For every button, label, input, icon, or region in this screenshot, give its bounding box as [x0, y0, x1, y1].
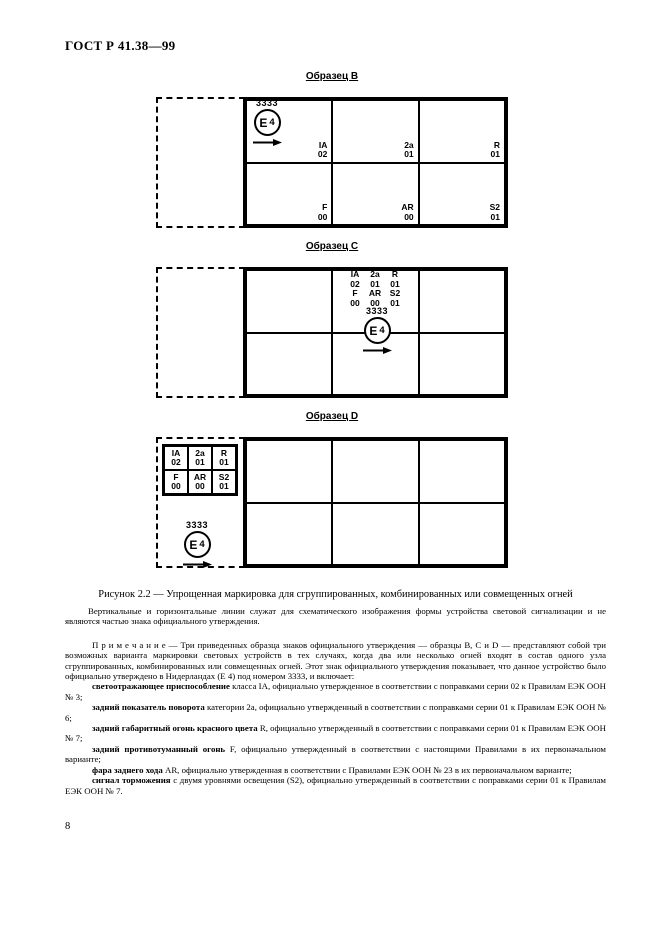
lamp-code-matrix — [332, 270, 418, 308]
lamp-code-letter: R — [493, 139, 500, 150]
sample-b-label: Образец B — [305, 71, 359, 82]
approval-number: 3333 — [185, 520, 209, 530]
e-mark-country-code: 4 — [269, 116, 275, 128]
lamp-code-series: 01 — [219, 481, 229, 491]
direction-arrow-icon — [252, 138, 282, 147]
lamp-code-series: 02 — [350, 278, 360, 289]
lamp-code-letter: IA — [171, 448, 181, 458]
remark-paragraph — [65, 640, 606, 682]
e-mark-letter: E — [189, 537, 198, 552]
item-term: задний показатель поворота — [92, 702, 205, 713]
lamp-code — [212, 446, 236, 470]
grid-cell — [246, 503, 332, 566]
direction-arrow-icon — [182, 560, 212, 569]
item-text: F, официально утвержденный в соответствии с настоящими Правилами в их первоначальном варианте; — [65, 743, 606, 765]
lamp-code-letter: S2 — [218, 472, 230, 482]
figure-notes — [65, 588, 606, 796]
lamp-code-series: 01 — [370, 278, 380, 289]
lamp-code-series: 02 — [171, 457, 181, 467]
lamp-code — [188, 470, 212, 494]
lamp-code-series: 00 — [404, 211, 414, 222]
lamp-code-letter: IA — [350, 269, 360, 279]
lamp-code-series: 02 — [317, 149, 328, 159]
lamp-code-series: 00 — [370, 297, 380, 308]
lamp-code-letter: 2a — [195, 448, 205, 458]
lamp-code-series: 01 — [404, 149, 414, 159]
grid-cell — [419, 503, 505, 566]
lamp-code-series: 00 — [350, 297, 360, 308]
lamp-code-series: 00 — [195, 481, 205, 491]
approval-number: 3333 — [365, 306, 389, 316]
lamp-code — [491, 141, 500, 160]
grid-cell — [246, 333, 332, 396]
lamp-code-letter: S2 — [489, 202, 500, 212]
grid-cell — [246, 440, 332, 503]
e-mark-letter: E — [259, 115, 268, 130]
note-paragraph: Вертикальные и горизонтальные линии служат для схематического изображения формы устройства световой сигнализации и не являются частью знака официального утверждения. — [65, 606, 606, 627]
page-number: 8 — [65, 821, 71, 832]
sample-d — [156, 410, 508, 568]
lamp-code-series: 01 — [390, 297, 400, 308]
sample-c — [156, 240, 508, 398]
item-text: AR, официально утвержденная в соответствии с Правилами ЕЭК ООН № 23 в их первоначальном варианте; — [162, 764, 572, 775]
list-item — [65, 702, 606, 723]
lamp-code-letter: R — [391, 269, 399, 279]
list-item — [65, 765, 606, 775]
lamp-code-letter: F — [352, 288, 358, 299]
e-mark-circle — [364, 317, 391, 344]
e-mark-letter: E — [369, 323, 378, 338]
grid-cell — [332, 440, 418, 503]
lamp-code-letter: 2a — [370, 269, 380, 279]
approval-mark — [249, 99, 285, 147]
lamp-code-series: 01 — [490, 149, 500, 159]
lamp-code-letter: R — [220, 448, 228, 458]
lamp-code-series: 00 — [171, 481, 181, 491]
approval-number: 3333 — [255, 98, 279, 108]
sample-c-label: Образец C — [305, 241, 359, 252]
lamp-code-series: 01 — [490, 211, 500, 222]
lamp-code-series: 01 — [219, 457, 229, 467]
lamp-code-series: 00 — [317, 211, 328, 222]
sample-c-diagram — [156, 267, 508, 398]
item-text: R, официально утвержденный в соответствии с поправками серии 01 к Правилам ЕЭК ООН № 7; — [65, 723, 606, 744]
lamp-code-letter: F — [173, 472, 179, 482]
list-item — [65, 744, 606, 765]
remark-label: П р и м е ч а н и е — [92, 639, 166, 650]
item-term: задний противотуманный огонь — [92, 743, 226, 754]
e-mark-country-code: 4 — [199, 538, 205, 550]
sample-d-label: Образец D — [305, 411, 359, 422]
grid-cell — [419, 163, 505, 226]
e-mark-circle — [254, 109, 281, 136]
sample-d-diagram — [156, 437, 508, 568]
item-term: фара заднего хода — [92, 764, 163, 775]
lamp-code-letter: IA — [318, 139, 328, 150]
document-title: ГОСТ Р 41.38—99 — [65, 38, 176, 53]
sample-b-diagram — [156, 97, 508, 228]
e-mark-country-code: 4 — [379, 324, 385, 336]
lamp-code — [164, 470, 188, 494]
item-term: сигнал торможения — [92, 775, 171, 786]
approval-mark — [359, 307, 395, 355]
direction-arrow-icon — [362, 346, 392, 355]
lamp-code-letter: 2a — [404, 139, 414, 150]
grid-cell — [419, 333, 505, 396]
grid-cell — [332, 100, 418, 163]
lamp-code — [318, 141, 327, 160]
figure-caption: Рисунок 2.2 — Упрощенная маркировка для сгруппированных, комбинированных или совмещенных огней — [98, 589, 573, 600]
grid-cell — [419, 440, 505, 503]
lamp-code — [490, 203, 500, 222]
lamp-code — [404, 141, 413, 160]
lamp-code-table — [162, 444, 238, 496]
e-mark-circle — [184, 531, 211, 558]
list-item — [65, 775, 606, 796]
lamp-code-letter: AR — [401, 202, 414, 212]
lamp-code — [188, 446, 212, 470]
grid-cell — [246, 270, 332, 333]
grid-cell — [419, 100, 505, 163]
lamp-code-letter: S2 — [389, 288, 401, 299]
approval-mark — [179, 521, 215, 569]
remark-body: — Три приведенных образца знаков официального утверждения — образцы B, C и D — представляют собой три возможных варианта маркировки световых устройств в тех случаях, когда два или несколько огней входят в состав одного узла сгруппированных, комбинированных или совмещенных огней. Этот знак официального утверждения показывает, что данное устройство было официально утверждено в Нидерландах (E 4) под номером 3333, и включает: — [65, 639, 607, 682]
list-item — [65, 681, 606, 702]
lamp-code — [212, 470, 236, 494]
lamp-code — [401, 203, 413, 222]
item-text: с двумя уровнями освещения (S2), официально утвержденный в соответствии с поправками серии 01 к Правилам ЕЭК ООН № 7. — [65, 775, 606, 796]
sample-b — [156, 70, 508, 228]
dashed-outline-cell — [156, 97, 245, 228]
dashed-outline-cell — [156, 267, 245, 398]
lamp-code-series: 01 — [390, 278, 400, 289]
lamp-code — [318, 203, 327, 222]
grid-cell — [332, 163, 418, 226]
grid-cell — [332, 503, 418, 566]
lamp-code-letter: AR — [368, 288, 382, 299]
lamp-code-series: 01 — [195, 457, 205, 467]
grid-cell — [246, 163, 332, 226]
lamp-code-letter: AR — [193, 472, 207, 482]
item-text: класса IA, официально утвержденное в соответствии с поправками серии 02 к Правилам ЕЭК ООН № 3; — [65, 681, 606, 702]
item-term: светоотражающее приспособление — [92, 681, 230, 692]
lamp-code-letter: F — [322, 202, 328, 212]
item-text: категории 2a, официально утвержденный в соответствии с поправками серии 01 к Правилам ЕЭК ООН № 6; — [65, 702, 606, 723]
grid-cell — [419, 270, 505, 333]
lamp-code — [164, 446, 188, 470]
list-item — [65, 723, 606, 744]
item-term: задний габаритный огонь красного цвета — [92, 723, 258, 734]
lamp-grid — [243, 437, 508, 568]
